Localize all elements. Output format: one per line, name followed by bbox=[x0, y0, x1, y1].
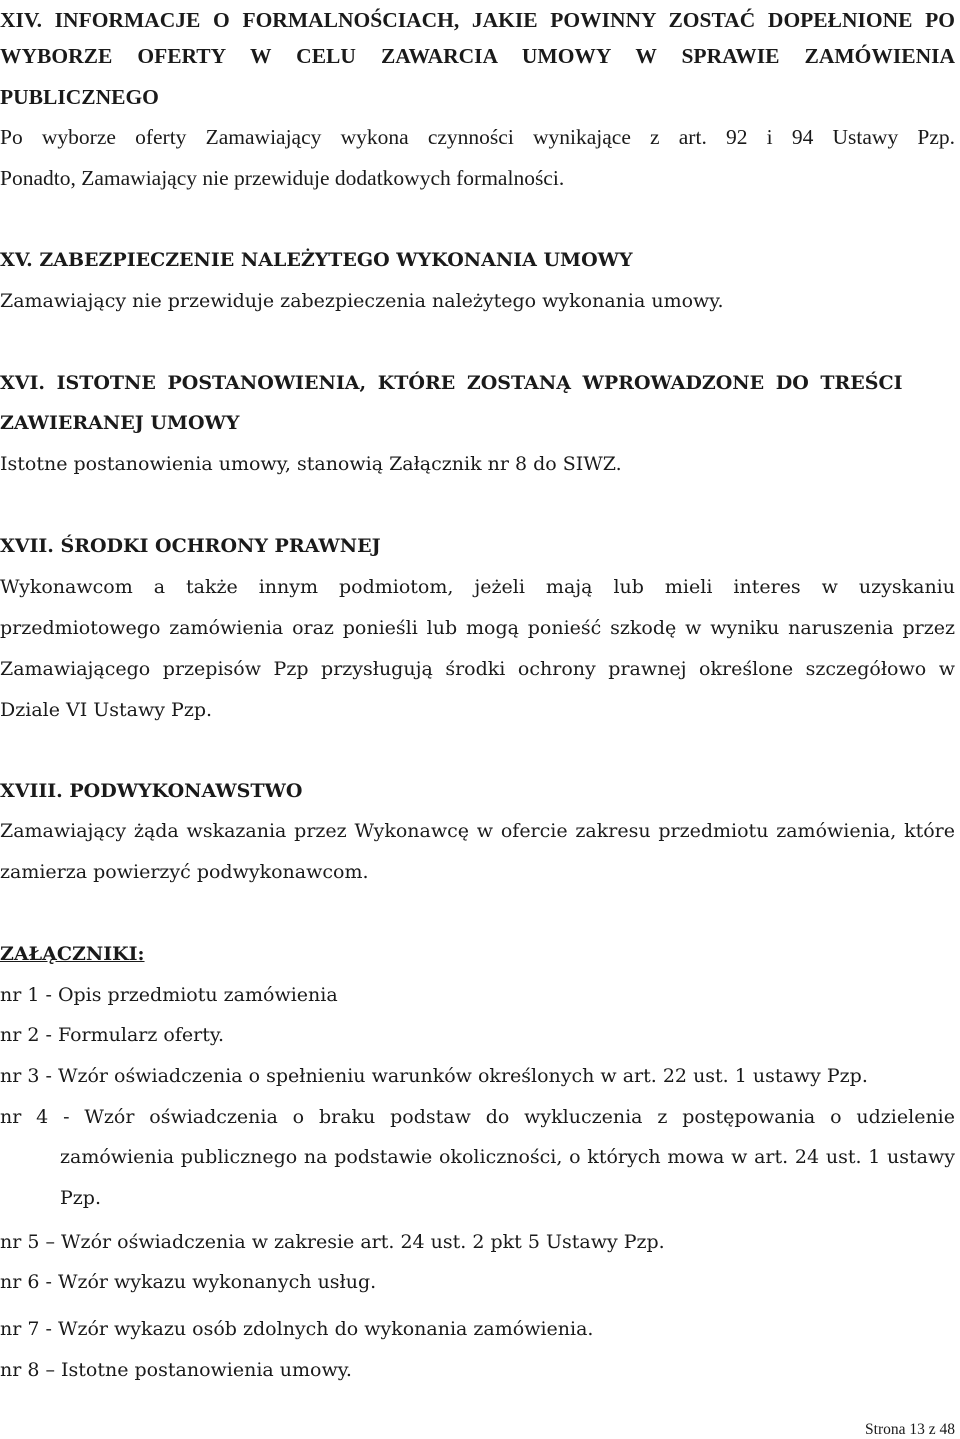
attachment-item-4-continuation: zamówienia publicznego na podstawie okoliczności, o których mowa w art. 24 ust. 1 ustawy Pzp. bbox=[60, 1146, 955, 1209]
attachment-item-2: nr 2 - Formularz oferty. bbox=[0, 1024, 225, 1046]
section-14-heading-line-3: PUBLICZNEGO bbox=[0, 85, 159, 109]
attachment-item-4: nr 4 - Wzór oświadczenia o braku podstaw do wykluczenia z postępowania o udzielenie bbox=[0, 1106, 955, 1128]
attachment-item-3: nr 3 - Wzór oświadczenia o spełnieniu warunków określonych w art. 22 ust. 1 ustawy Pzp. bbox=[0, 1065, 868, 1087]
section-14-body-line-1: Po wyborze oferty Zamawiający wykona czynności wynikające z art. 92 i 94 Ustawy Pzp. bbox=[0, 125, 955, 149]
section-14-heading-line-1: XIV. INFORMACJE O FORMALNOŚCIACH, JAKIE POWINNY ZOSTAĆ DOPEŁNIONE PO bbox=[0, 8, 955, 32]
attachment-item-7: nr 7 - Wzór wykazu osób zdolnych do wykonania zamówienia. bbox=[0, 1318, 594, 1340]
section-18-body: Zamawiający żąda wskazania przez Wykonawcę w ofercie zakresu przedmiotu zamówienia, które zamierza powierzyć podwykonawcom. bbox=[0, 820, 955, 883]
page-number: Strona 13 z 48 bbox=[865, 1421, 955, 1438]
section-14-body-line-2: Ponadto, Zamawiający nie przewiduje dodatkowych formalności. bbox=[0, 166, 565, 190]
section-17-heading: XVII. ŚRODKI OCHRONY PRAWNEJ bbox=[0, 535, 381, 557]
attachment-item-5: nr 5 – Wzór oświadczenia w zakresie art. 24 ust. 2 pkt 5 Ustawy Pzp. bbox=[0, 1231, 665, 1253]
section-16-body: Istotne postanowienia umowy, stanowią Załącznik nr 8 do SIWZ. bbox=[0, 453, 622, 475]
section-16-heading-line-2: ZAWIERANEJ UMOWY bbox=[0, 412, 240, 434]
attachments-heading: ZAŁĄCZNIKI: bbox=[0, 943, 145, 965]
attachment-item-1: nr 1 - Opis przedmiotu zamówienia bbox=[0, 984, 338, 1006]
section-15-heading: XV. ZABEZPIECZENIE NALEŻYTEGO WYKONANIA UMOWY bbox=[0, 249, 633, 271]
section-14-heading-line-2: WYBORZE OFERTY W CELU ZAWARCIA UMOWY W SPRAWIE ZAMÓWIENIA bbox=[0, 44, 955, 68]
attachment-item-8: nr 8 – Istotne postanowienia umowy. bbox=[0, 1359, 352, 1381]
section-16-heading-line-1: XVI. ISTOTNE POSTANOWIENIA, KTÓRE ZOSTANĄ WPROWADZONE DO TREŚCI bbox=[0, 372, 903, 394]
section-17-body: Wykonawcom a także innym podmiotom, jeżeli mają lub mieli interes w uzyskaniu przedmiotowego zamówienia oraz ponieśli lub mogą ponieść szkodę w wyniku naruszenia przez Zamawiającego przepisów Pzp przysługują środki ochrony prawnej określone szczegółowo w Dziale VI Ustawy Pzp. bbox=[0, 576, 955, 721]
section-15-body: Zamawiający nie przewiduje zabezpieczenia należytego wykonania umowy. bbox=[0, 290, 724, 312]
section-18-heading: XVIII. PODWYKONAWSTWO bbox=[0, 780, 303, 802]
attachment-item-6: nr 6 - Wzór wykazu wykonanych usług. bbox=[0, 1271, 377, 1293]
